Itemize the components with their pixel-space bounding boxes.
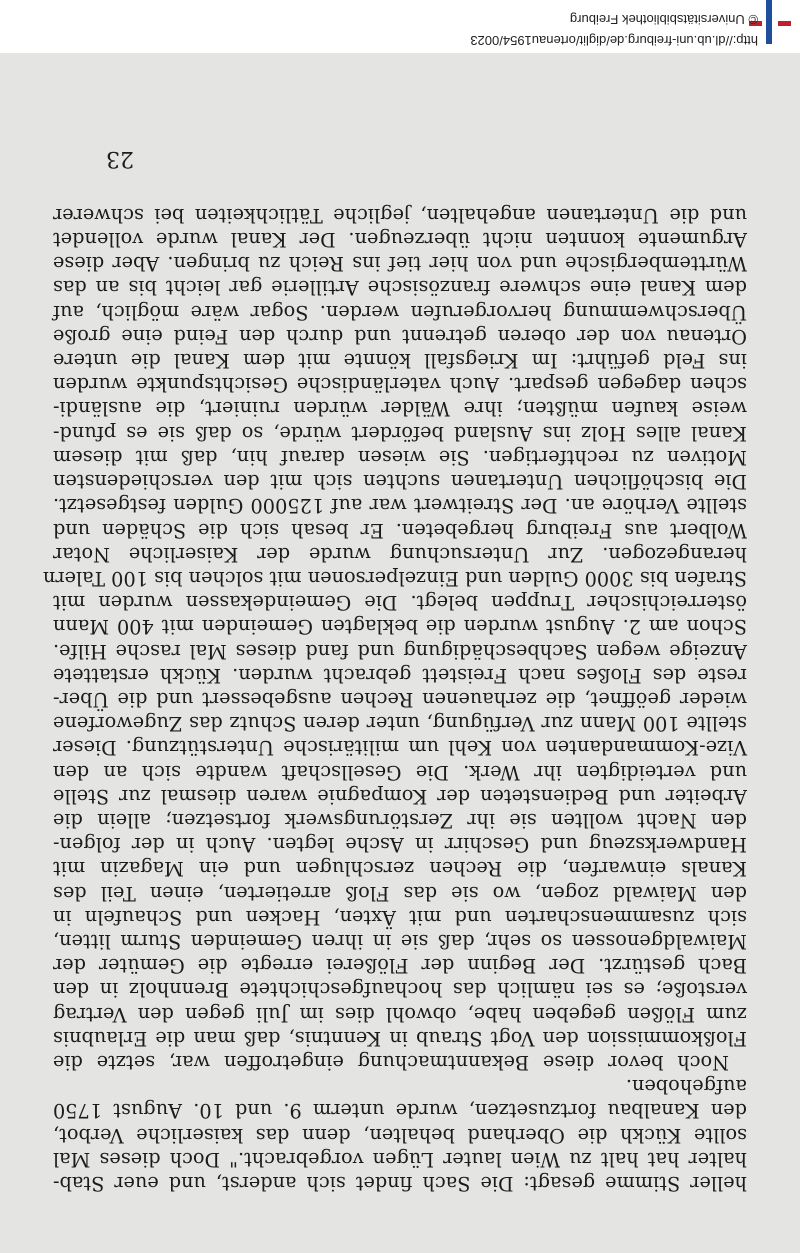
text-line: aufgehoben. <box>625 1075 747 1099</box>
source-bar <box>0 0 800 53</box>
text-line: sich zusammenscharten und mit Äxten, Hacken und Schaufeln in <box>53 905 747 929</box>
text-line: Kanals einwarfen, die Rechen zerschlugen und ein Magazin mit <box>53 857 747 881</box>
text-line: stellte Verhöre an. Der Streitwert war auf 125000 Gulden festgesetzt. <box>53 494 747 518</box>
text-line: österreichischer Truppen belegt. Die Gemeindekassen wurden mit <box>53 591 747 615</box>
text-line: heller Stimme gesagt: Die Sach findet sich anderst, und euer Stab- <box>53 1172 747 1195</box>
text-line: reste des Floßes nach Freistett gebracht wurden. Kückh erstattete <box>53 663 747 687</box>
text-line: Bach gestürzt. Der Beginn der Flößerei erregte die Gemüter der <box>53 954 747 978</box>
text-line: Württembergische und von hier tief ins Reich zu bringen. Aber diese <box>53 252 747 276</box>
text-line: weise kaufen müßten; ihre Wälder würden ruiniert, die ausländi- <box>53 397 747 421</box>
text-line: Argumente konnten nicht überzeugen. Der Kanal wurde vollendet <box>53 228 747 252</box>
page-number: 23 <box>106 146 134 171</box>
text-line: stellte 100 Mann zur Verfügung, unter deren Schutz das Zugeworfene <box>53 712 747 736</box>
text-line: den Nacht wollten sie ihr Zerstörungswerk fortsetzen; allein die <box>53 808 747 832</box>
text-line: und die Untertanen angehalten, jegliche Tätlichkeiten bei schwerer <box>53 203 747 227</box>
text-line: sollte Kückh die Oberhand behalten, denn das kaiserliche Verbot, <box>53 1123 747 1147</box>
scanned-page <box>0 53 800 1253</box>
text-line: den Maiwald zogen, wo sie das Floß arretierten, einen Teil des <box>53 881 747 905</box>
text-line: Wolbert aus Freiburg hergebeten. Er besah sich die Schäden und <box>53 518 747 542</box>
text-line: dem Kanal eine schwere französische Artillerie gar leicht bis an das <box>53 276 747 300</box>
text-line: den Kanalbau fortzusetzen, wurde unterm 9. und 10. August 1750 <box>53 1099 747 1123</box>
text-line: Anzeige wegen Sachbeschädigung und fand dieses Mal rasche Hilfe. <box>53 639 747 663</box>
text-line: Die bischöflichen Untertanen suchten sich mit den verschiedensten <box>53 470 747 494</box>
text-line: verstoße; es sei nämlich das hochaufgeschichtete Brennholz in den <box>53 978 747 1002</box>
text-line: Arbeiter und Bediensteten der Kompagnie waren diesmal zur Stelle <box>53 784 747 808</box>
text-line: und verteidigten ihr Werk. Die Gesellschaft wandte sich an den <box>53 760 747 784</box>
text-line: Kanal alles Holz ins Ausland befördert würde, so daß sie es pfund- <box>53 421 747 445</box>
text-line: ins Feld geführt: Im Kriegsfall könnte mit dem Kanal die untere <box>53 349 747 373</box>
text-line: wieder geöffnet, die zerhauenen Rechen ausgebessert und die Über- <box>53 687 747 711</box>
body-text <box>42 203 747 1195</box>
text-line: Floßkommission den Vogt Straub in Kenntnis, daß man die Erlaubnis <box>53 1026 747 1050</box>
text-line: Handwerkszeug und Geschirr in Asche legten. Auch in der folgen- <box>53 833 747 857</box>
text-line: zum Flößen gegeben habe, obwohl dies im Juli gegen den Vertrag <box>53 1002 747 1026</box>
text-line: herangezogen. Zur Untersuchung wurde der Kaiserliche Notar <box>53 542 747 566</box>
copyright-notice: © Universitätsbibliothek Freiburg <box>569 12 758 27</box>
text-line: Strafen bis 3000 Gulden und Einzelpersonen mit solchen bis 100 Talern <box>42 566 747 590</box>
source-url-link[interactable]: http://dl.ub.uni-freiburg.de/diglit/ortenau1954/0023 <box>470 33 758 48</box>
text-line: Schon am 2. August wurden die beklagten Gemeinden mit 400 Mann <box>53 615 747 639</box>
text-line: Vize-Kommandanten von Kehl um militärische Unterstützung. Dieser <box>53 736 747 760</box>
text-line: Ortenau von der oberen getrennt und durch den Feind eine große <box>53 324 747 348</box>
text-line: Maiwaldgenossen so sehr, daß sie in ihren Gemeinden Sturm litten, <box>53 929 747 953</box>
text-line: schen dagegen gespart. Auch vaterländische Gesichtspunkte wurden <box>53 373 747 397</box>
text-line: Motiven zu rechtfertigen. Sie wiesen darauf hin, daß mit diesem <box>53 445 747 469</box>
text-line: halter hat halt zu Wien lauter Lügen vorgebracht." Doch dieses Mal <box>53 1147 747 1171</box>
text-line: Noch bevor diese Bekanntmachung eingetroffen war, setzte die <box>53 1050 729 1074</box>
text-line: Überschwemmung hervorgerufen werden. Sogar wäre möglich, auf <box>53 300 747 324</box>
